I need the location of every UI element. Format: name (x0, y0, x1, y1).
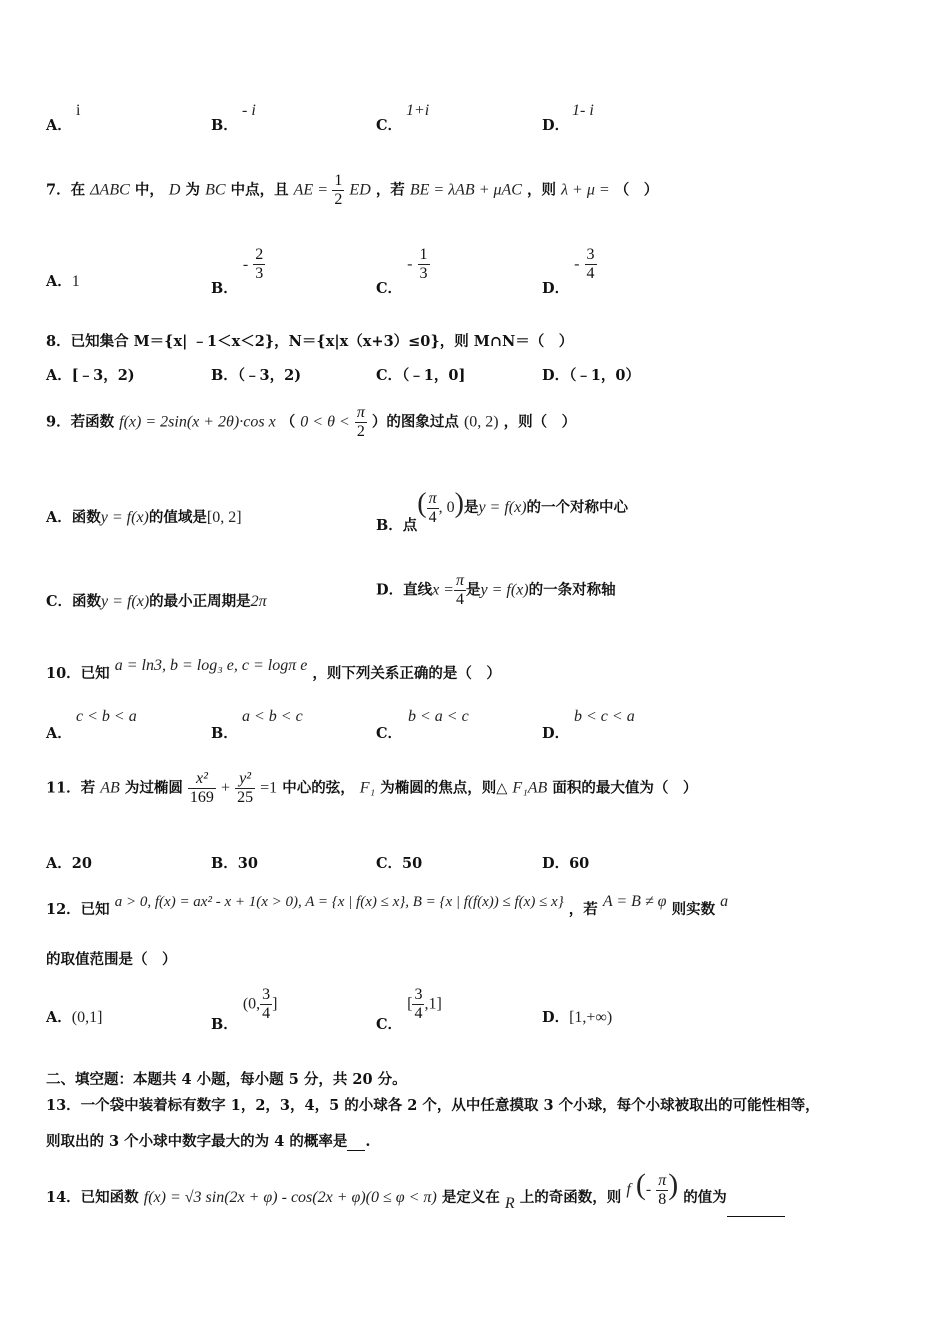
fraction-denominator: 4 (455, 591, 464, 608)
q14-f: f (626, 1181, 631, 1198)
fraction-denominator: 8 (658, 1190, 667, 1208)
fraction-denominator: 4 (586, 265, 595, 282)
fraction-numerator: 3 (262, 986, 271, 1003)
option-label: D． (542, 1009, 570, 1026)
q6-option-d[interactable] (542, 114, 569, 135)
option-text: 的值域是 (148, 509, 207, 526)
q7-text: ，则 (527, 181, 557, 199)
q11-text: 面积的最大值为（ ） (552, 779, 698, 797)
option-label: D． (542, 117, 570, 134)
q7-fraction (332, 172, 344, 209)
option-label: B． (376, 517, 403, 534)
q12-condition: A = B ≠ φ (602, 893, 667, 910)
q12-variable-a: a (720, 893, 729, 910)
q7-text: 为 (185, 181, 201, 199)
option-label: D． (542, 725, 570, 742)
option-label: A． (46, 273, 72, 290)
q9-answer-parens: ，则（ ） (503, 413, 577, 431)
option-label: A． (46, 855, 72, 872)
option-math: y = f(x) (478, 499, 527, 516)
q14-answer-blank[interactable] (727, 1202, 785, 1217)
option-value: [1,+∞) (569, 1009, 613, 1026)
q10-option-d-value: b < c < a (574, 708, 635, 725)
q8-option-c[interactable] (376, 364, 465, 385)
q14-minus: - (645, 1181, 652, 1198)
option-math: ] (272, 995, 278, 1013)
q9-number: 9．若函数 (46, 413, 115, 431)
option-fraction (418, 246, 430, 283)
q10-text: ，则下列关系正确的是（ ） (312, 665, 501, 682)
q11-option-b[interactable] (211, 852, 258, 873)
q11-text: 为过椭圆 (124, 779, 183, 797)
q10-option-d[interactable] (542, 722, 569, 743)
q9-condition: 0 < θ < (300, 413, 350, 431)
q12-text: 则实数 (671, 901, 716, 918)
option-label: C． (376, 725, 403, 742)
q6-option-a[interactable] (46, 114, 72, 135)
q7-segment-bc: BC (205, 181, 226, 199)
q14-stem (46, 1168, 785, 1212)
q7-lambda-mu: λ + μ = (561, 181, 610, 199)
option-label: B． (211, 1015, 238, 1033)
option-label: C． (376, 367, 403, 384)
fraction-denominator: 3 (419, 265, 428, 282)
q9-option-c[interactable] (46, 590, 267, 611)
q13-text: 13．一个袋中装着标有数字 1，2，3，4，5 的小球各 2 个，从中任意摸取 3 个小球，每个小球被取出的可能性相等， (46, 1097, 820, 1114)
q14-function: f(x) = √3 sin(2x + φ) - cos(2x + φ)(0 ≤ φ < π) (143, 1189, 437, 1206)
q12-number: 12．已知 (46, 901, 110, 918)
q7-answer-parens: （ ） (614, 181, 659, 199)
option-math: y = f(x) (480, 581, 529, 599)
option-sign: - (407, 255, 413, 273)
option-fraction (427, 490, 439, 527)
paren-right: ) (454, 488, 464, 519)
q11-option-a[interactable] (46, 852, 92, 873)
q9-option-b[interactable] (376, 488, 629, 534)
option-label: B． (211, 117, 238, 134)
option-label: C． (376, 279, 403, 297)
q7-vector-equation: BE = λAB + μAC (409, 181, 522, 199)
option-value: （﹣3，2) (237, 367, 302, 384)
q10-option-c-value: b < a < c (408, 708, 469, 725)
option-text: 是 (463, 499, 479, 516)
q9-point: (0, 2) (463, 413, 499, 431)
q10-option-c[interactable] (376, 722, 402, 743)
fraction-denominator: 4 (428, 508, 437, 526)
option-label: B． (211, 279, 238, 297)
q7-option-d[interactable] (542, 246, 597, 297)
q7-option-a[interactable] (46, 270, 80, 291)
option-fraction (454, 572, 466, 609)
q11-equals-one: =1 (260, 779, 278, 797)
q6-option-c-value: 1+i (406, 102, 430, 119)
section-2-title (46, 1068, 407, 1089)
q12-option-a[interactable] (46, 1006, 102, 1027)
q9-option-a[interactable] (46, 506, 242, 527)
q13-answer-blank[interactable] (347, 1136, 365, 1151)
q11-plus: + (220, 779, 231, 797)
q14-fraction (656, 1172, 668, 1209)
option-text: 是 (466, 581, 481, 599)
q10-option-b[interactable] (211, 722, 238, 743)
option-text: 函数 (72, 593, 102, 610)
fraction-denominator: 4 (262, 1005, 271, 1022)
q11-stem (46, 770, 697, 807)
q7-stem (46, 172, 658, 209)
q13-line1 (46, 1094, 820, 1115)
q9-option-d[interactable] (376, 572, 616, 609)
fraction-numerator: π (428, 489, 437, 507)
fraction-denominator: 2 (356, 423, 365, 440)
fraction-denominator: 3 (255, 265, 264, 282)
q11-fraction-x (188, 770, 216, 807)
option-label: C． (376, 117, 403, 134)
option-label: C． (46, 593, 73, 610)
q7-vector-ae: AE (293, 181, 314, 199)
q12-option-d[interactable] (542, 1006, 612, 1027)
q9-stem (46, 404, 576, 441)
option-math: ,1] (424, 995, 442, 1013)
q7-point-d: D (168, 181, 181, 199)
option-sign: - (242, 255, 249, 273)
q12-stem-line2 (46, 948, 177, 969)
option-label: C． (376, 1015, 403, 1033)
q6-option-c[interactable] (376, 114, 402, 135)
fraction-denominator: 2 (334, 191, 343, 208)
q14-real-set: R (504, 1195, 515, 1212)
q8-stem (46, 330, 573, 351)
q6-option-b-value: - i (242, 102, 256, 119)
option-text: 点 (402, 517, 418, 534)
fraction-numerator: π (356, 404, 365, 421)
q9-text: （ (280, 413, 296, 431)
q10-option-a[interactable] (46, 722, 72, 743)
q7-text: 中点，且 (230, 181, 289, 199)
fraction-numerator: 2 (255, 246, 264, 263)
q10-expression: a = ln3, b = log₃ e, c = logπ e (114, 657, 308, 674)
option-label: A． (46, 117, 72, 134)
q6-option-a-value: i (76, 102, 81, 119)
q7-triangle: ΔABC (90, 181, 130, 199)
q11-fraction-y (235, 770, 255, 807)
fraction-numerator: π (658, 1171, 667, 1189)
q13-period: . (365, 1133, 371, 1150)
option-value: （﹣1，0） (569, 367, 641, 384)
option-label: D． (542, 367, 570, 384)
option-label: D． (376, 581, 404, 599)
option-label: A． (46, 1009, 72, 1026)
option-value: 50 (402, 855, 423, 872)
option-fraction (253, 246, 265, 283)
q13-line2 (46, 1130, 370, 1151)
q7-option-c[interactable] (376, 246, 430, 297)
q10-number: 10．已知 (46, 665, 110, 682)
q12-text: 的取值范围是（ ） (46, 951, 177, 968)
option-label: B． (211, 725, 238, 742)
option-math: 2π (250, 593, 267, 610)
q14-text: 的值为 (683, 1189, 727, 1206)
paren-right: ) (668, 1168, 679, 1201)
option-label: A． (46, 367, 72, 384)
fraction-denominator: 25 (237, 789, 254, 806)
q10-stem (46, 654, 501, 682)
q13-text: 则取出的 3 个小球中数字最大的为 4 的概率是 (46, 1133, 348, 1150)
option-label: B． (211, 367, 238, 384)
q14-text: 上的奇函数，则 (519, 1189, 622, 1206)
q7-vector-ed: ED (349, 181, 371, 199)
q11-focus: F₁ (359, 779, 376, 797)
option-text: 的最小正周期是 (149, 593, 251, 610)
q12-text: ，若 (568, 901, 598, 918)
fraction-numerator: 1 (334, 172, 343, 189)
option-math: [ (407, 995, 413, 1013)
q11-text: 为椭圆的焦点，则△ (380, 779, 508, 797)
q7-text: ，若 (375, 181, 405, 199)
q11-chord: AB (100, 779, 120, 797)
option-math: (0, (242, 995, 261, 1013)
option-text: 函数 (71, 509, 101, 526)
q12-stem (46, 890, 729, 918)
option-value: 60 (569, 855, 590, 872)
q9-text: ）的图象过点 (371, 413, 459, 431)
q11-option-d[interactable] (542, 852, 589, 873)
option-fraction (585, 246, 597, 283)
q12-option-b[interactable] (211, 986, 278, 1033)
option-label: B． (211, 855, 238, 872)
option-math: y = f(x) (100, 509, 149, 526)
q8-option-b[interactable] (211, 364, 301, 385)
fraction-denominator: 169 (189, 789, 214, 806)
paren-left: ( (635, 1168, 646, 1201)
option-math: y = f(x) (101, 593, 150, 610)
option-label: C． (376, 855, 403, 872)
fraction-numerator: y² (235, 770, 255, 789)
fraction-numerator: 3 (414, 986, 423, 1003)
q14-text: 是定义在 (441, 1189, 500, 1206)
q10-option-b-value: a < b < c (242, 708, 303, 725)
q12-option-c[interactable] (376, 986, 442, 1033)
q12-expression: a > 0, f(x) = ax² - x + 1(x > 0), A = {x | f(x) ≤ x}, B = {x | f(f(x)) ≤ f(x) ≤ x} (114, 894, 564, 910)
option-label: A． (46, 509, 72, 526)
option-text: 的一条对称轴 (528, 581, 616, 599)
q11-option-c[interactable] (376, 852, 422, 873)
q8-option-a[interactable] (46, 364, 135, 385)
option-value: [﹣3，2) (71, 367, 135, 384)
option-value: 30 (237, 855, 258, 872)
q7-equals: = (318, 181, 328, 199)
option-label: D． (542, 855, 570, 872)
q7-option-b[interactable] (211, 246, 265, 297)
q11-text: 中心的弦， (282, 779, 355, 797)
option-math: [0, 2] (206, 509, 242, 526)
option-sign: - (574, 255, 580, 273)
q6-option-d-value: 1- i (572, 102, 594, 119)
q7-number: 7．在 (46, 181, 86, 199)
option-fraction (260, 986, 272, 1023)
option-math: , 0 (438, 499, 455, 516)
fraction-denominator: 4 (414, 1005, 423, 1022)
q11-number: 11．若 (46, 779, 96, 797)
fraction-numerator: x² (188, 770, 216, 789)
option-label: D． (542, 279, 570, 297)
paren-left: ( (417, 488, 427, 519)
q11-triangle: F₁AB (512, 779, 548, 797)
q9-function: f(x) = 2sin(x + 2θ)·cos x (119, 413, 276, 431)
option-text: 直线 (403, 581, 433, 599)
fraction-numerator: 1 (419, 246, 428, 263)
option-text: 的一个对称中心 (526, 499, 629, 516)
q10-option-a-value: c < b < a (76, 708, 137, 725)
q7-text: 中， (134, 181, 164, 199)
section-heading: 二、填空题：本题共 4 小题，每小题 5 分，共 20 分。 (46, 1071, 407, 1088)
option-value: 20 (71, 855, 92, 872)
option-value: (0,1] (71, 1009, 103, 1026)
q9-pi-over-2 (355, 404, 367, 441)
q6-option-b[interactable] (211, 114, 238, 135)
fraction-numerator: 3 (586, 246, 595, 263)
fraction-numerator: π (455, 572, 464, 589)
option-fraction (412, 986, 424, 1023)
option-math: x = (432, 581, 454, 599)
option-value: 1 (71, 273, 80, 290)
q8-stem-text: 8．已知集合 M＝{x| ﹣1＜x＜2}，N＝{x|x（x+3）≤0}，则 M∩N＝（ ） (46, 333, 574, 350)
q14-number: 14．已知函数 (46, 1189, 139, 1206)
q8-option-d[interactable] (542, 364, 640, 385)
option-value: （﹣1，0] (402, 367, 466, 384)
option-label: A． (46, 725, 72, 742)
